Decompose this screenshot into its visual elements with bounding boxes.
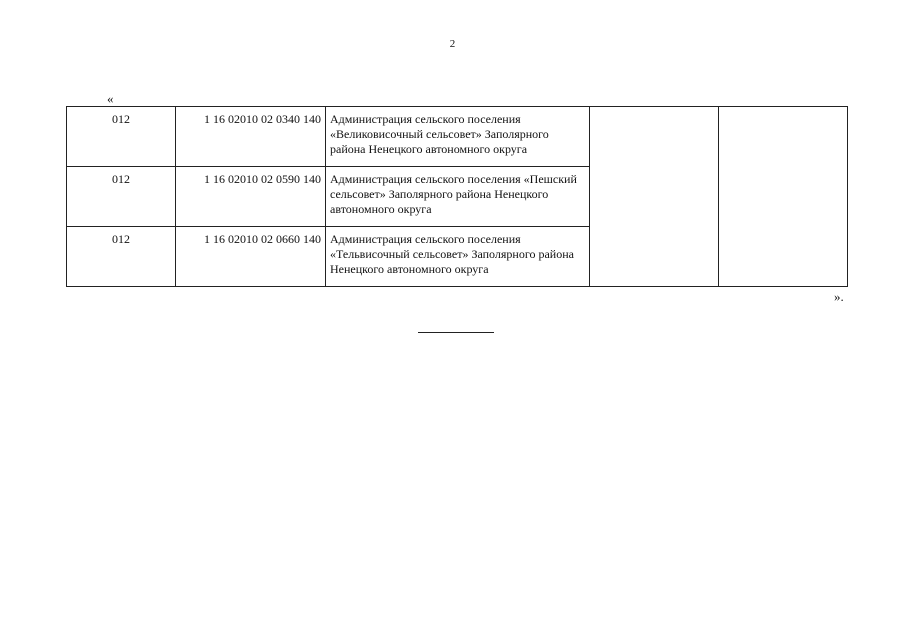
administrator-name-cell: Администрация сельского поселения «Великовисочный сельсовет» Заполярного района Ненецкого автономного округа <box>326 107 590 167</box>
empty-merged-cell <box>719 107 848 287</box>
administrator-name-cell: Администрация сельского поселения «Пешский сельсовет» Заполярного района Ненецкого автономного округа <box>326 167 590 227</box>
admin-code-cell: 012 <box>67 167 176 227</box>
admin-code-cell: 012 <box>67 227 176 287</box>
budget-codes-table <box>66 106 848 287</box>
empty-merged-cell <box>590 107 719 287</box>
budget-classification-code-cell: 1 16 02010 02 0340 140 <box>176 107 326 167</box>
table-row <box>67 107 848 167</box>
end-of-document-divider <box>418 332 494 333</box>
admin-code-cell: 012 <box>67 107 176 167</box>
administrator-name-cell: Администрация сельского поселения «Тельвисочный сельсовет» Заполярного района Ненецкого автономного округа <box>326 227 590 287</box>
budget-classification-code-cell: 1 16 02010 02 0590 140 <box>176 167 326 227</box>
budget-classification-code-cell: 1 16 02010 02 0660 140 <box>176 227 326 287</box>
closing-quote-mark: ». <box>834 289 844 304</box>
page-number: 2 <box>449 38 456 50</box>
opening-quote-mark: « <box>107 91 114 106</box>
